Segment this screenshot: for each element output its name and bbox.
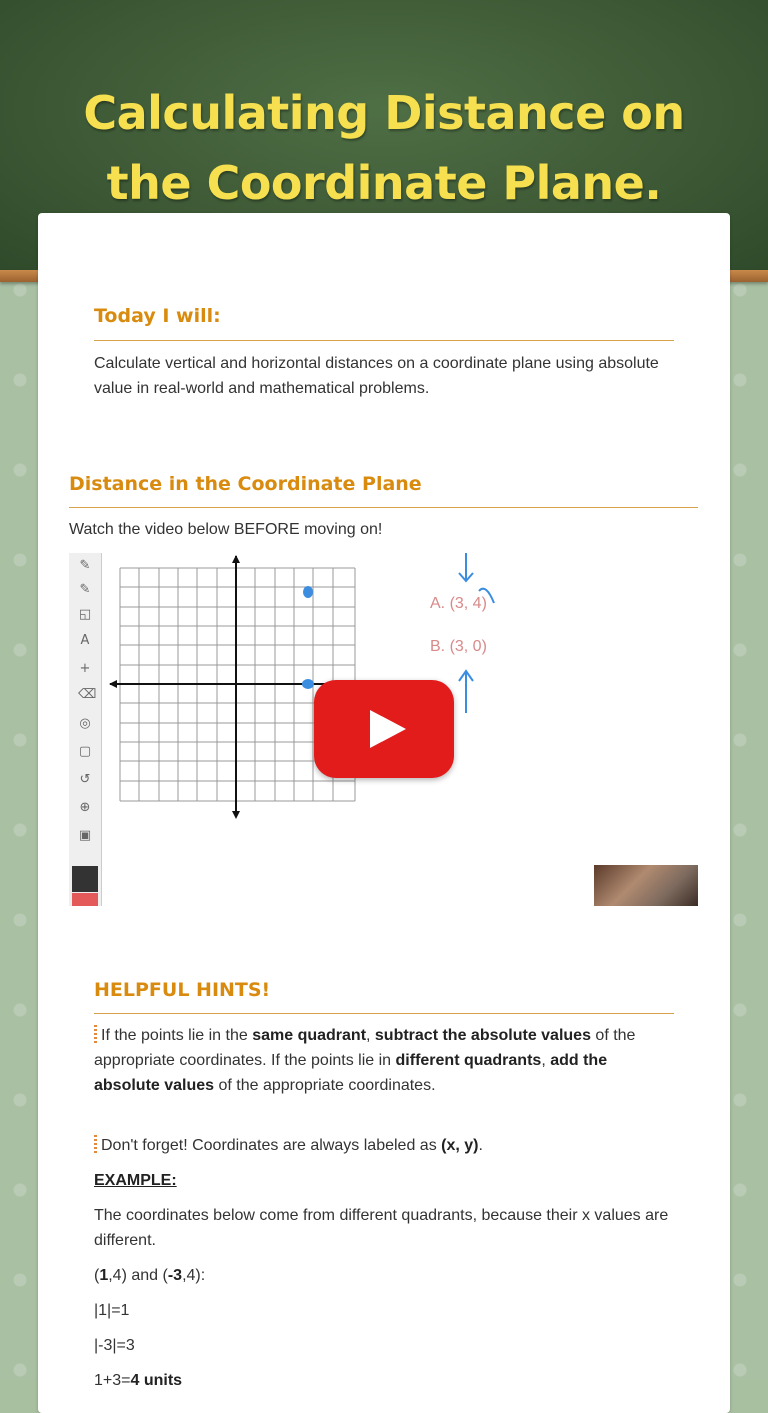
y-axis-arrow-top: [232, 555, 240, 563]
eraser-icon: ⌫: [78, 687, 97, 702]
hint-marker: [94, 1135, 97, 1153]
webcam-thumbnail: [594, 865, 698, 906]
point-a-label: A. (3, 4): [430, 595, 487, 612]
objective-text: Calculate vertical and horizontal distances on a coordinate plane using absolute value in real-world and mathematical problems.: [94, 355, 659, 397]
example-text: The coordinates below come from different quadrants, because their x values are different.: [94, 1207, 669, 1249]
objective-heading: Today I will:: [94, 305, 221, 327]
youtube-play-button[interactable]: [314, 680, 454, 778]
x-axis-arrow-left: [109, 680, 117, 688]
zoom-icon: ⊕: [79, 800, 91, 815]
video-player[interactable]: [69, 553, 698, 906]
point-b-mark: [302, 679, 314, 689]
plus-icon: +: [79, 661, 91, 676]
shapes-icon: ◱: [78, 607, 92, 622]
insert-icon: ▢: [78, 744, 92, 759]
video-instruction: Watch the video below BEFORE moving on!: [69, 521, 383, 538]
video-section-heading: Distance in the Coordinate Plane: [69, 473, 422, 495]
color-swatch-dark: [72, 866, 98, 892]
hint-paragraph-1: If the points lie in the same quadrant, subtract the absolute values of the appropriate coordinates. If the points lie in different quadrants, add the absolute values of the appropriate coordinates.: [94, 1027, 636, 1094]
hint-marker: [94, 1025, 97, 1043]
pen-icon: ✎: [79, 582, 91, 597]
color-swatch-red: [72, 893, 98, 906]
example-abs-2: |-3|=3: [94, 1337, 135, 1354]
screen-icon: ▣: [78, 828, 92, 843]
hints-heading: HELPFUL HINTS!: [94, 979, 271, 1001]
undo-icon: ↺: [79, 772, 91, 787]
point-b-label: B. (3, 0): [430, 638, 487, 655]
drawing-toolbar: [69, 553, 102, 906]
target-icon: ◎: [79, 716, 91, 731]
blue-arrows: [454, 553, 514, 723]
hints-rule: [94, 1013, 674, 1014]
play-icon: [370, 710, 406, 748]
example-pair: (1,4) and (-3,4):: [94, 1267, 206, 1284]
page-title: Calculating Distance on the Coordinate Plane.: [83, 86, 685, 210]
video-section-rule: [69, 507, 698, 508]
y-axis-arrow-bottom: [232, 811, 240, 819]
text-icon: A: [80, 633, 90, 648]
pencil-icon: ✎: [79, 558, 91, 573]
example-label: EXAMPLE:: [94, 1172, 177, 1189]
point-a-mark: [303, 586, 313, 598]
hint-paragraph-2: Don't forget! Coordinates are always labeled as (x, y).: [94, 1133, 674, 1158]
objective-rule: [94, 340, 674, 341]
example-abs-1: |1|=1: [94, 1302, 130, 1319]
example-sum: 1+3=4 units: [94, 1372, 183, 1389]
